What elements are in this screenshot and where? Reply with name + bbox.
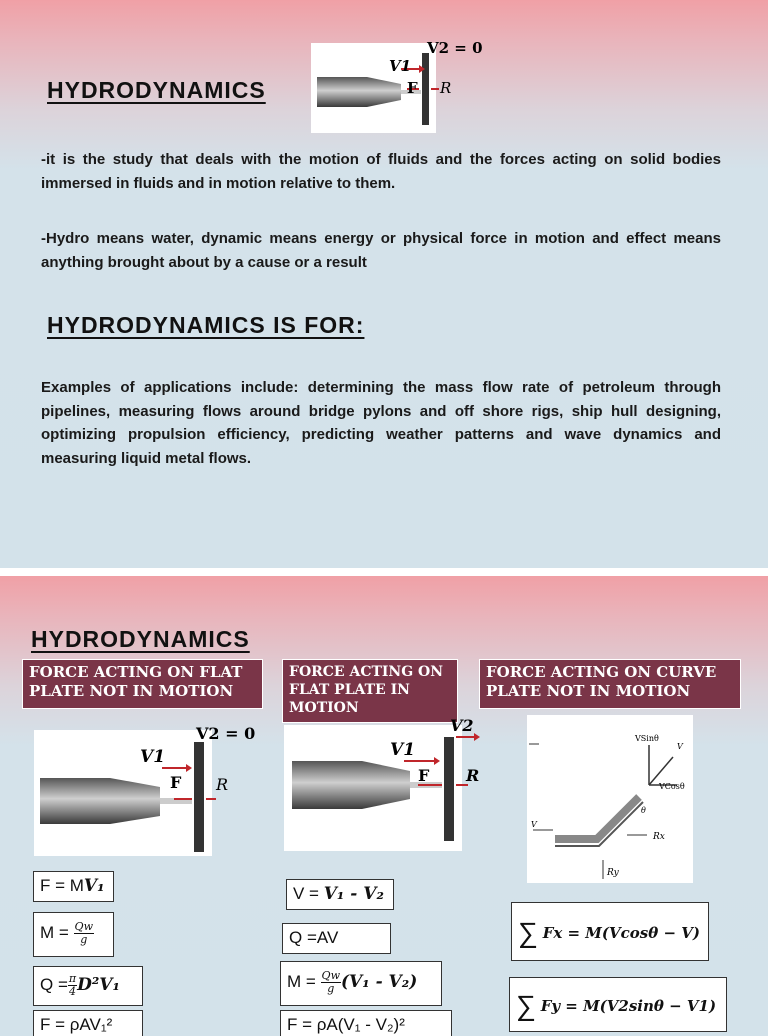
slide-1-title: HYDRODYNAMICS	[47, 77, 266, 103]
inlet-v-label: V	[531, 820, 537, 829]
slide-2	[0, 576, 768, 1036]
etymology-paragraph: -Hydro means water, dynamic means energy or physical force in motion and effect means anything brought about by a cause or a result	[41, 230, 721, 271]
formula-lhs: M =	[40, 922, 69, 942]
v1-label: V1	[390, 740, 416, 760]
formula-text: F = ρAV₁²	[40, 1015, 113, 1034]
formula-f-partial-col2	[280, 1010, 452, 1036]
slide-2-title: HYDRODYNAMICS	[31, 626, 250, 652]
formula-rhs: (V₁ - V₂)	[340, 971, 418, 992]
sigma-symbol: ∑	[516, 990, 536, 1021]
f-label: F	[170, 773, 182, 792]
fraction-numerator: π	[68, 972, 77, 985]
v1-label: V1	[389, 57, 412, 75]
fraction-denominator: g	[80, 933, 88, 946]
figure-2-diagram	[284, 716, 480, 851]
formula-lhs: V =	[293, 884, 319, 903]
theta-label: θ	[641, 806, 646, 815]
formula-text: F = ρA(V₁ - V₂)²	[287, 1015, 405, 1034]
figure-flat-plate-static	[34, 724, 256, 856]
formula-rhs: D²V₁	[77, 974, 120, 995]
f-label: F	[418, 766, 430, 785]
vsin-label: VSinθ	[635, 734, 659, 743]
formula-text: Q =AV	[289, 928, 339, 947]
v-arrow	[649, 757, 673, 785]
formula-f-partial-col1	[33, 1010, 143, 1036]
formula-m-equals-qw-over-g	[33, 912, 114, 957]
fraction-denominator: 4	[68, 985, 76, 998]
nozzle	[110, 778, 160, 824]
slide-1-subtitle: HYDRODYNAMICS IS FOR:	[47, 312, 365, 338]
formula-lhs: M =	[287, 971, 316, 991]
fraction-denominator: g	[327, 982, 335, 995]
nozzle	[362, 761, 410, 809]
nozzle-plate-diagram	[311, 39, 483, 133]
fraction	[68, 973, 77, 998]
formula-q-equals-av	[282, 923, 391, 954]
figure-1-diagram	[34, 724, 256, 856]
nozzle	[367, 77, 401, 107]
header-flat-plate-static: FORCE ACTING ON FLAT PLATE NOT IN MOTION	[22, 659, 263, 709]
nozzle-plate-figure-top	[311, 39, 483, 133]
pipe-body	[317, 77, 367, 107]
fraction	[321, 970, 341, 995]
sigma-symbol: ∑	[518, 917, 538, 948]
rx-label: Rx	[653, 832, 665, 842]
v2-label: V2 = 0	[427, 39, 483, 57]
pipe-body	[292, 761, 362, 809]
v2-label: V2	[450, 716, 474, 735]
fraction-numerator: Qw	[321, 969, 340, 982]
v1-label: V1	[140, 747, 166, 767]
slide-separator	[0, 568, 768, 576]
formula-m-equals-qw-g-v1-v2	[280, 961, 442, 1006]
v-label: V	[677, 742, 683, 751]
formula-sum-fx	[511, 902, 709, 961]
ry-label: Ry	[607, 868, 619, 878]
r-label: R	[216, 775, 229, 794]
flat-plate	[194, 742, 204, 852]
flat-plate	[422, 53, 429, 125]
figure-flat-plate-moving	[284, 716, 480, 851]
r-label: R	[440, 79, 452, 97]
vcos-label: VCosθ	[659, 782, 685, 791]
formula-text: Fy = M(V2sinθ − V1)	[540, 997, 717, 1015]
definition-paragraph: -it is the study that deals with the motion of fluids and the forces acting on solid bodies immersed in fluids and in motion relative to them.	[41, 151, 721, 192]
fraction-numerator: Qw	[74, 920, 93, 933]
f-label: F	[407, 79, 418, 97]
formula-f-equals-mv1	[33, 871, 114, 902]
v2-label: V2 = 0	[196, 724, 256, 743]
formula-q-equals-pi-d2-v1	[33, 966, 143, 1006]
flat-plate	[444, 737, 454, 841]
header-flat-plate-moving: FORCE ACTING ON FLAT PLATE IN MOTION	[282, 659, 458, 723]
formula-lhs: F = M	[40, 876, 84, 895]
v1-arrowhead	[186, 764, 192, 772]
formula-rhs: V₁	[83, 876, 105, 896]
r-label: R	[466, 766, 480, 785]
formula-lhs: Q =	[40, 974, 68, 994]
formula-v-equals-v1-minus-v2	[286, 879, 394, 910]
figure-3-diagram	[527, 715, 693, 883]
formula-rhs: V₁ - V₂	[323, 884, 384, 904]
formula-text: Fx = M(Vcosθ − V)	[542, 924, 700, 942]
v2-arrowhead	[474, 733, 480, 741]
pipe-body	[40, 778, 110, 824]
applications-paragraph: Examples of applications include: determining the mass flow rate of petroleum through pipelines, measuring flows around bridge pylons and off shore rigs, ship hull designing, optimizing propulsion efficiency, predicting weather patterns and wave dynamics and measuring liquid metal flows.	[41, 379, 721, 467]
fraction	[74, 921, 94, 946]
v1-arrowhead	[434, 757, 440, 765]
figure-curve-plate	[527, 715, 693, 883]
header-curve-plate: FORCE ACTING ON CURVE PLATE NOT IN MOTION	[479, 659, 741, 709]
